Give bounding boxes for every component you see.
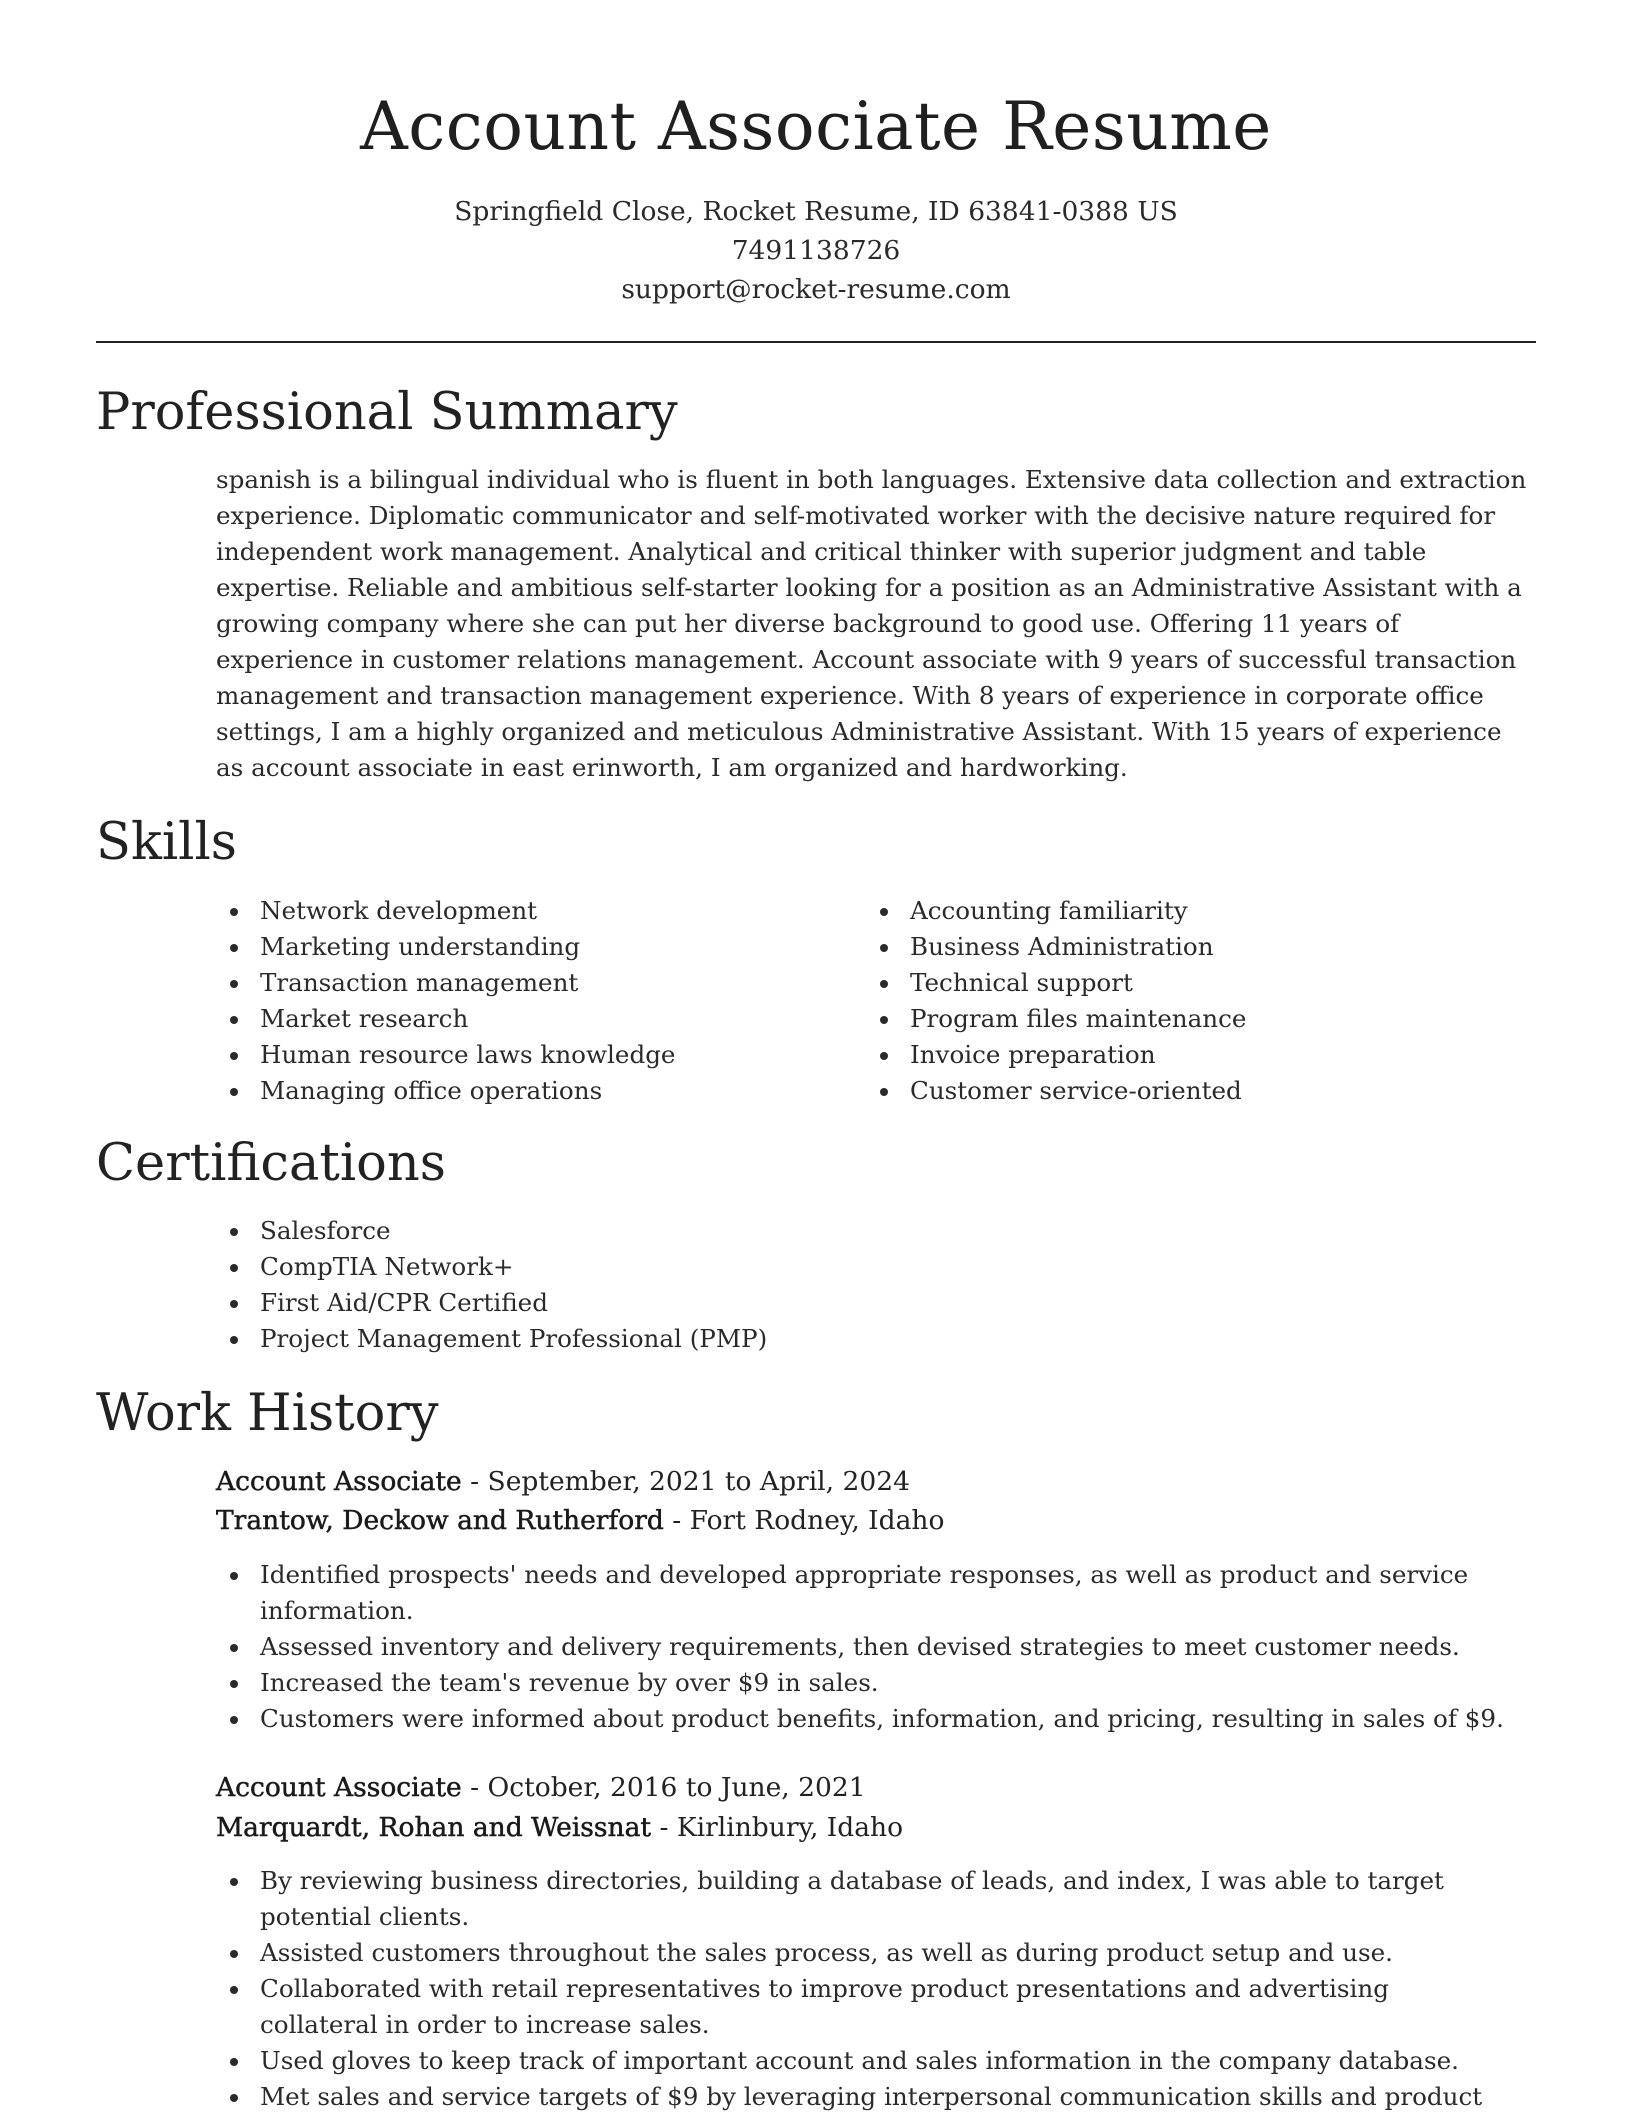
job-company-line — [216, 1808, 903, 1848]
list-item: Customers were informed about product benefits, information, and pricing, resulting in sales of $9. — [216, 1701, 1506, 1737]
skills-list-left — [216, 893, 816, 1109]
job-dates: - October, 2016 to June, 2021 — [461, 1772, 866, 1803]
list-item: By reviewing business directories, building a database of leads, and index, I was able to target potential clients. — [216, 1863, 1506, 1935]
list-item: Collaborated with retail representatives to improve product presentations and advertising collateral in order to increase sales. — [216, 1971, 1506, 2043]
header-divider — [96, 341, 1536, 343]
contact-phone: 7491138726 — [731, 235, 901, 266]
list-item: Assessed inventory and delivery requirements, then devised strategies to meet customer needs. — [216, 1629, 1506, 1665]
list-item: CompTIA Network+ — [216, 1249, 1416, 1285]
list-item: Used gloves to keep track of important account and sales information in the company database. — [216, 2043, 1506, 2079]
list-item: Customer service-oriented — [866, 1073, 1506, 1109]
list-item: Project Management Professional (PMP) — [216, 1321, 1416, 1357]
list-item: Network development — [216, 893, 816, 929]
certifications-list — [216, 1213, 1416, 1357]
job-location: - Fort Rodney, Idaho — [663, 1505, 945, 1536]
job-company: Marquardt, Rohan and Weissnat — [216, 1812, 652, 1843]
skills-heading: Skills — [96, 813, 237, 872]
job-location: - Kirlinbury, Idaho — [651, 1812, 904, 1843]
job-dates: - September, 2021 to April, 2024 — [461, 1466, 910, 1497]
job-title-line — [216, 1768, 866, 1808]
summary-heading: Professional Summary — [96, 383, 678, 442]
job-title: Account Associate — [216, 1772, 462, 1803]
list-item: Marketing understanding — [216, 929, 816, 965]
list-item: Assisted customers throughout the sales process, as well as during product setup and use. — [216, 1935, 1506, 1971]
job-company: Trantow, Deckow and Rutherford — [216, 1505, 664, 1536]
list-item: First Aid/CPR Certified — [216, 1285, 1416, 1321]
list-item: Met sales and service targets of $9 by leveraging interpersonal communication skills and product — [216, 2079, 1506, 2112]
resume-title: Account Associate Resume — [360, 88, 1272, 165]
list-item: Technical support — [866, 965, 1506, 1001]
list-item: Transaction management — [216, 965, 816, 1001]
list-item: Human resource laws knowledge — [216, 1037, 816, 1073]
list-item: Accounting familiarity — [866, 893, 1506, 929]
list-item: Identified prospects' needs and developed appropriate responses, as well as product and service information. — [216, 1557, 1506, 1629]
list-item: Invoice preparation — [866, 1037, 1506, 1073]
job-bullets — [216, 1557, 1506, 1737]
job-title: Account Associate — [216, 1466, 462, 1497]
list-item: Managing office operations — [216, 1073, 816, 1109]
contact-block — [0, 192, 1632, 309]
contact-email: support@rocket-resume.com — [621, 274, 1011, 305]
list-item: Salesforce — [216, 1213, 1416, 1249]
list-item: Market research — [216, 1001, 816, 1037]
list-item: Program files maintenance — [866, 1001, 1506, 1037]
list-item: Increased the team's revenue by over $9 in sales. — [216, 1665, 1506, 1701]
skills-list-right — [866, 893, 1506, 1109]
job-bullets — [216, 1863, 1506, 2112]
job-title-line — [216, 1462, 910, 1502]
contact-address: Springfield Close, Rocket Resume, ID 63841-0388 US — [454, 196, 1178, 227]
summary-text: spanish is a bilingual individual who is fluent in both languages. Extensive data collection and extraction experience. Diplomatic communicator and self-motivated worker with the decisive nature required for independent work management. Analytical and critical thinker with superior judgment and table expertise. Reliable and ambitious self-starter looking for a position as an Administrative Assistant with a growing company where she can put her diverse background to good use. Offering 11 years of experience in customer relations management. Account associate with 9 years of successful transaction management and transaction management experience. With 8 years of experience in corporate office settings, I am a highly organized and meticulous Administrative Assistant. With 15 years of experience as account associate in east erinworth, I am organized and hardworking. — [216, 465, 1527, 782]
work-history-heading: Work History — [96, 1384, 439, 1443]
list-item: Business Administration — [866, 929, 1506, 965]
certifications-heading: Certifications — [96, 1134, 446, 1193]
job-company-line — [216, 1501, 944, 1541]
